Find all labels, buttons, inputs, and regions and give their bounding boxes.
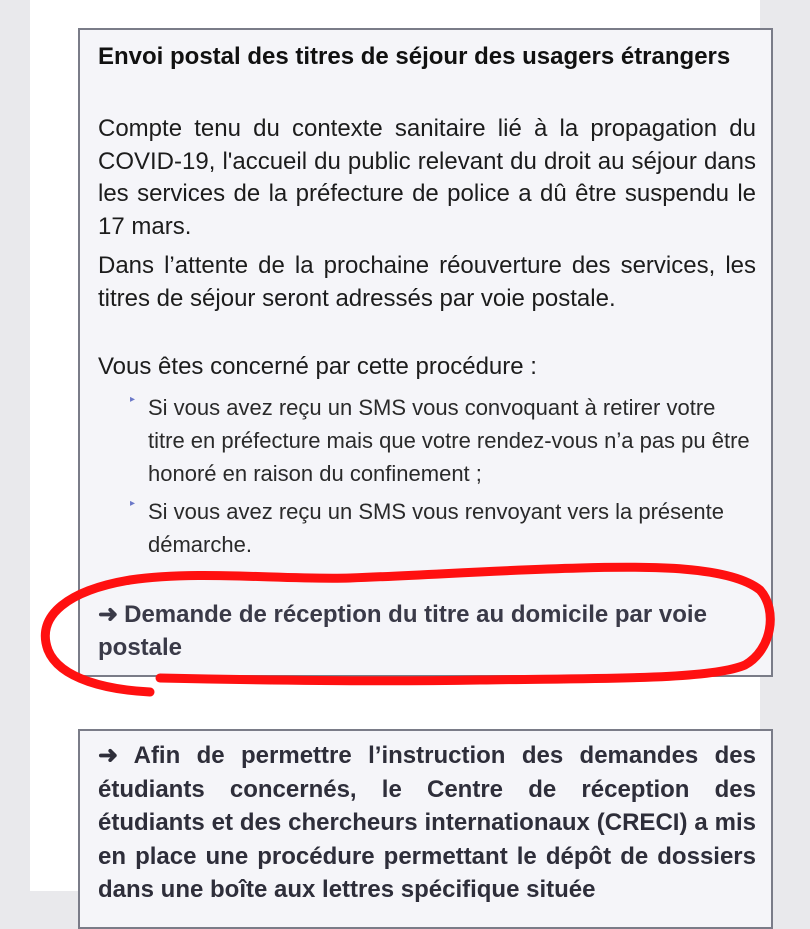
list-item [130,495,750,561]
notice-box-creci [78,729,773,929]
bullet-triangle-icon: ▸ [130,498,136,509]
notice-title: Envoi postal des titres de séjour des usagers étrangers [98,43,731,70]
bullet-triangle-icon: ▸ [130,394,136,405]
concerned-list [130,391,750,566]
notice-paragraph-concerned: Vous êtes concerné par cette procédure : [98,353,537,380]
list-item-text: Si vous avez reçu un SMS vous renvoyant vers la présente démarche. [148,499,724,557]
arrow-right-icon: ➜ [98,601,119,628]
list-item [130,391,750,490]
arrow-right-icon: ➜ [98,742,119,769]
postal-request-link-label: Demande de réception du titre au domicile par voie postale [98,601,707,661]
list-item-text: Si vous avez reçu un SMS vous convoquant à retirer votre titre en préfecture mais que votre rendez-vous n’a pas pu être honoré en raison du confinement ; [148,395,750,486]
notice-paragraph-context: Compte tenu du contexte sanitaire lié à la propagation du COVID-19, l'accueil du public relevant du droit au séjour dans les services de la préfecture de police a dû être suspendu le 17 mars. [98,115,756,240]
postal-request-link[interactable] [98,598,763,664]
creci-paragraph [98,739,756,907]
page-content [30,0,760,903]
creci-paragraph-text: Afin de permettre l’instruction des demandes des étudiants concernés, le Centre de réception des étudiants et des chercheurs internationaux (CRECI) a mis en place une procédure permettant le dépôt de dossiers dans une boîte aux lettres spécifique située [98,742,756,903]
notice-paragraph-waiting: Dans l’attente de la prochaine réouverture des services, les titres de séjour seront adressés par voie postale. [98,252,756,312]
notice-box-postal [78,28,773,677]
